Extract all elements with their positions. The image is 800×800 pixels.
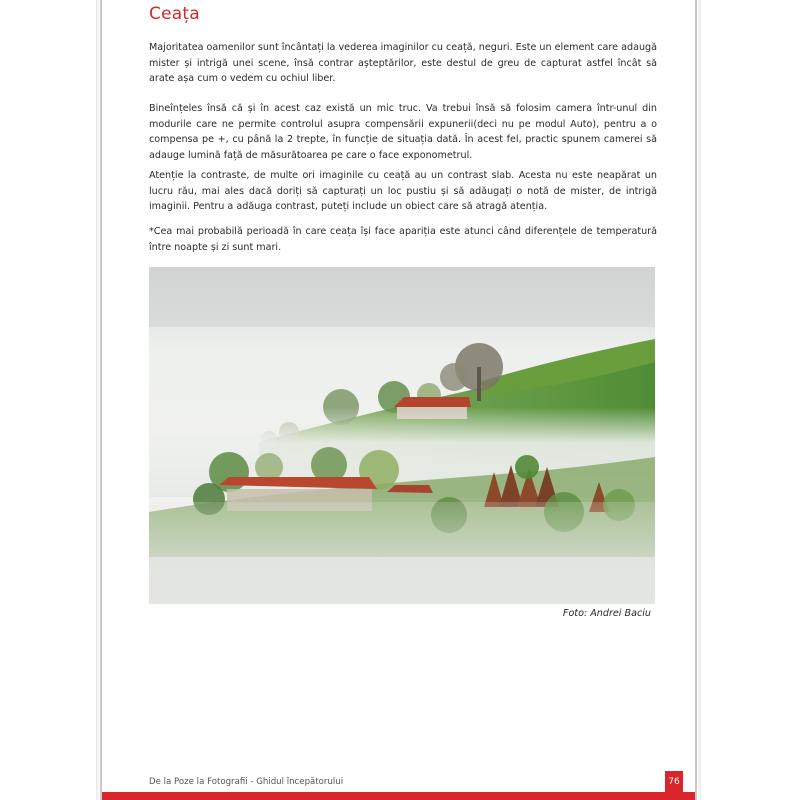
- paragraph-contrast: Atenție la contraste, de multe ori imaginile cu ceață au un contrast slab. Acesta nu este neapărat un lucru rău, mai ales dacă doriți să capturați un loc pustiu și să adăugați o notă de mister, de intrigă imaginii. Pentru a adăuga contrast, puteți include un obiect care să atragă atenția.: [149, 170, 657, 212]
- footer-book-title: De la Poze la Fotografii - Ghidul începătorului: [149, 777, 344, 787]
- fog-landscape-photo: [149, 267, 655, 604]
- page-number: 76: [665, 771, 683, 793]
- paragraph-intro: Majoritatea oamenilor sunt încântați la vederea imaginilor cu ceață, neguri. Este un element care adaugă mister și intrigă unei scene, însă contrar așteptărilor, este destul de greu de capturat astfel încât să arate așa cum o vedem cu ochiul liber.: [149, 42, 657, 84]
- photo-caption: Foto: Andrei Baciu: [562, 608, 651, 619]
- document-page: [100, 0, 697, 800]
- footer-accent-bar: [102, 792, 695, 800]
- section-title: Ceața: [149, 4, 200, 24]
- paragraph-note: *Cea mai probabilă perioadă în care ceața își face apariția este atunci când diferențele de temperatură între noapte și zi sunt mari.: [149, 226, 657, 253]
- paragraph-exposure: Bineînțeles însă că și în acest caz există un mic truc. Va trebui însă să folosim camera într-unul din modurile care ne permite controlul asupra compensării expunerii(deci nu pe modul Auto), pentru a o compensa pe +, cu până la 2 trepte, în funcție de situația dată. În acest fel, practic spunem camerei să adauge lumină față de măsurătoarea pe care o face exponometrul.: [149, 103, 657, 161]
